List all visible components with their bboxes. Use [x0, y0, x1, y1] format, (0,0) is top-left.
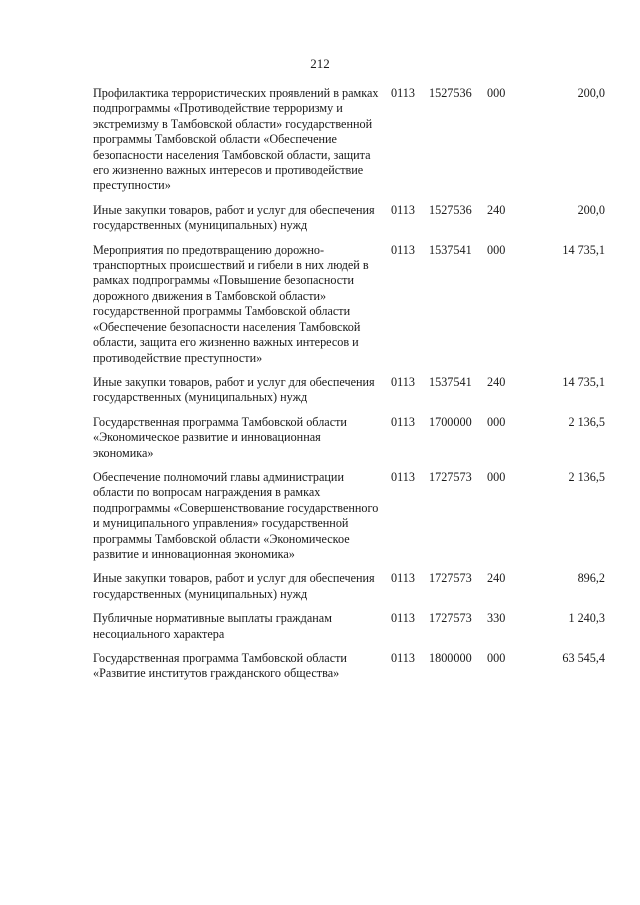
row-amount: 200,0 — [577, 86, 605, 100]
table-row — [93, 375, 605, 415]
row-section: 0113 — [391, 414, 415, 429]
row-amount: 14 735,1 — [562, 374, 605, 389]
row-name: Мероприятия по предотвращению дорожно-транспортных происшествий и гибели в них людей в рамках подпрограммы «Повышение безопасности дорожного движения в Тамбовской области» государственной программы Тамбовской области «Обеспечение безопасности населения Тамбовской области, защита его жизненно важных интересов и противодействие преступности» — [93, 242, 369, 365]
row-target-code: 1527536 — [429, 86, 472, 100]
row-target-code: 1727573 — [429, 469, 472, 484]
page-number: 212 — [310, 56, 330, 71]
row-name: Государственная программа Тамбовской области «Экономическое развитие и инновационная экономика» — [93, 414, 347, 460]
row-section: 0113 — [391, 374, 415, 389]
row-target-code: 1727573 — [429, 571, 472, 586]
row-expense-type: 000 — [487, 469, 506, 484]
row-amount: 200,0 — [577, 202, 605, 217]
table-row — [93, 571, 605, 611]
row-expense-type: 000 — [487, 651, 506, 665]
table-row — [93, 86, 605, 203]
row-section: 0113 — [391, 611, 415, 626]
row-section: 0113 — [391, 202, 415, 217]
row-name: Публичные нормативные выплаты гражданам несоциального характера — [93, 611, 332, 641]
budget-table — [93, 86, 605, 691]
row-name: Обеспечение полномочий главы администрации области по вопросам награждения в рамках подпрограммы «Совершенствование государственного и муниципального управления» государственной программы Тамбовской области «Экономическое развитие и инновационная экономика» — [93, 469, 379, 561]
row-expense-type: 000 — [487, 86, 506, 100]
table-row — [93, 415, 605, 470]
row-name: Иные закупки товаров, работ и услуг для обеспечения государственных (муниципальных) нужд — [93, 571, 375, 601]
row-expense-type: 240 — [487, 571, 506, 586]
row-target-code: 1800000 — [429, 651, 472, 665]
row-section: 0113 — [391, 469, 415, 484]
table-row — [93, 470, 605, 571]
row-amount: 1 240,3 — [568, 611, 605, 626]
row-expense-type: 240 — [487, 202, 506, 217]
table-row — [93, 611, 605, 651]
row-amount: 14 735,1 — [562, 242, 605, 257]
row-section: 0113 — [391, 86, 415, 100]
row-target-code: 1537541 — [429, 374, 472, 389]
row-amount: 2 136,5 — [568, 469, 605, 484]
row-target-code: 1727573 — [429, 611, 472, 626]
row-expense-type: 330 — [487, 611, 506, 626]
row-amount: 2 136,5 — [568, 414, 605, 429]
row-section: 0113 — [391, 651, 415, 665]
row-target-code: 1700000 — [429, 414, 472, 429]
row-name: Государственная программа Тамбовской области «Развитие институтов гражданского общества» — [93, 651, 347, 681]
table-row — [93, 243, 605, 375]
table-row — [93, 203, 605, 243]
row-target-code: 1527536 — [429, 202, 472, 217]
table-row — [93, 651, 605, 691]
row-expense-type: 000 — [487, 242, 506, 257]
row-name: Профилактика террористических проявлений в рамках подпрограммы «Противодействие терроризму и экстремизму в Тамбовской области» государственной программы Тамбовской области «Обеспечение безопасности населения Тамбовской области, защита его жизненно важных интересов и противодействие преступности» — [93, 86, 379, 193]
row-section: 0113 — [391, 242, 415, 257]
row-amount: 63 545,4 — [562, 651, 605, 665]
row-section: 0113 — [391, 571, 415, 586]
row-expense-type: 000 — [487, 414, 506, 429]
row-target-code: 1537541 — [429, 242, 472, 257]
row-amount: 896,2 — [577, 571, 605, 586]
row-name: Иные закупки товаров, работ и услуг для обеспечения государственных (муниципальных) нужд — [93, 202, 375, 233]
row-name: Иные закупки товаров, работ и услуг для обеспечения государственных (муниципальных) нужд — [93, 374, 375, 405]
row-expense-type: 240 — [487, 374, 506, 389]
